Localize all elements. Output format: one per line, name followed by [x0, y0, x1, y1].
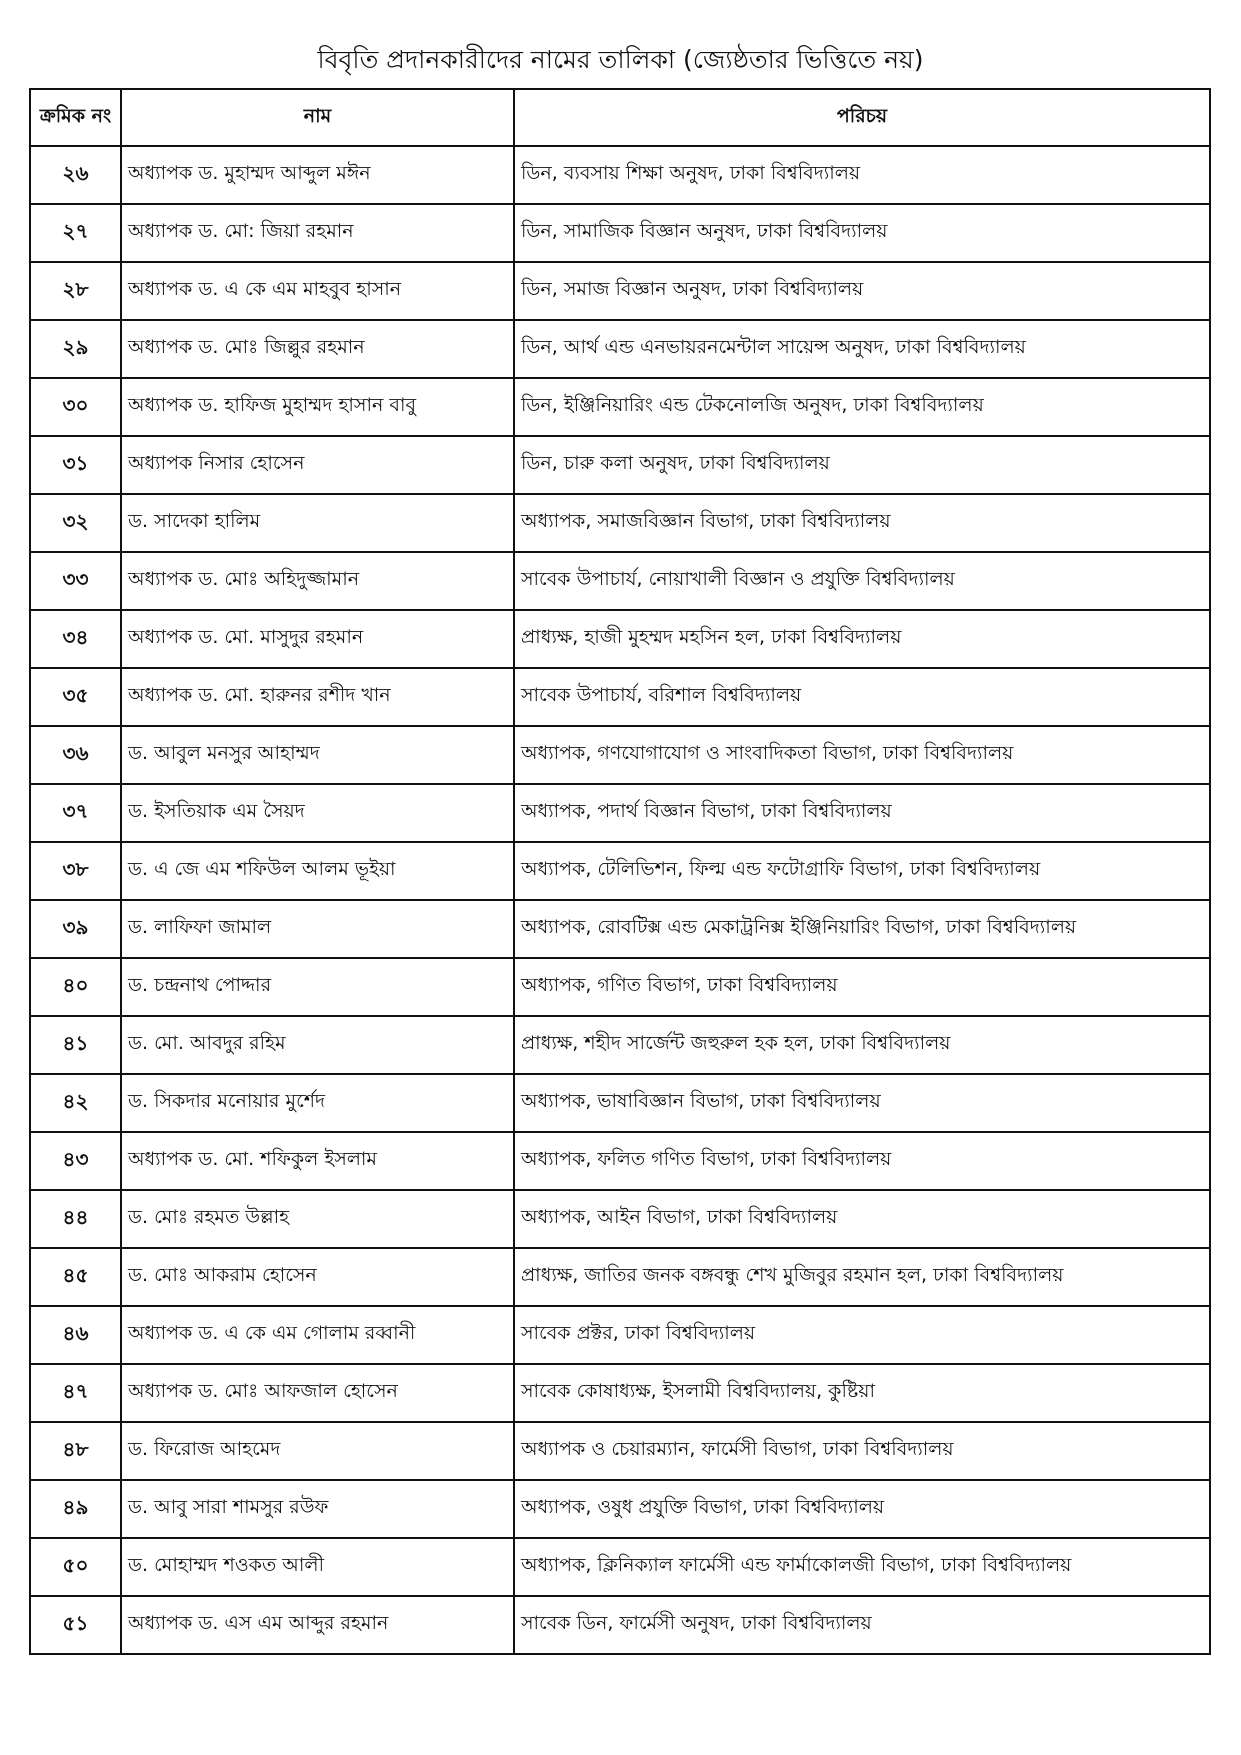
table-row: [30, 958, 1210, 1016]
name-cell: অধ্যাপক ড. হাফিজ মুহাম্মদ হাসান বাবু: [121, 378, 514, 436]
name-cell: ড. ইসতিয়াক এম সৈয়দ: [121, 784, 514, 842]
serial-number-cell: ৩৯: [30, 900, 121, 958]
table-row: [30, 1480, 1210, 1538]
introduction-cell: অধ্যাপক, ফলিত গণিত বিভাগ, ঢাকা বিশ্ববিদ্যালয়: [514, 1132, 1210, 1190]
name-cell: ড. লাফিফা জামাল: [121, 900, 514, 958]
name-cell: অধ্যাপক ড. এ কে এম মাহবুব হাসান: [121, 262, 514, 320]
signatories-table: [29, 88, 1211, 1655]
introduction-cell: ডিন, ইঞ্জিনিয়ারিং এন্ড টেকনোলজি অনুষদ, ঢাকা বিশ্ববিদ্যালয়: [514, 378, 1210, 436]
introduction-cell: অধ্যাপক, আইন বিভাগ, ঢাকা বিশ্ববিদ্যালয়: [514, 1190, 1210, 1248]
name-cell: ড. এ জে এম শফিউল আলম ভূইয়া: [121, 842, 514, 900]
table-row: [30, 1306, 1210, 1364]
serial-number-cell: ৩৮: [30, 842, 121, 900]
introduction-cell: সাবেক ডিন, ফার্মেসী অনুষদ, ঢাকা বিশ্ববিদ্যালয়: [514, 1596, 1210, 1654]
table-row: [30, 726, 1210, 784]
introduction-cell: ডিন, সমাজ বিজ্ঞান অনুষদ, ঢাকা বিশ্ববিদ্যালয়: [514, 262, 1210, 320]
serial-number-cell: ২৬: [30, 146, 121, 204]
introduction-cell: অধ্যাপক, পদার্থ বিজ্ঞান বিভাগ, ঢাকা বিশ্ববিদ্যালয়: [514, 784, 1210, 842]
table-row: [30, 842, 1210, 900]
serial-number-cell: ২৭: [30, 204, 121, 262]
table-body: [30, 146, 1210, 1654]
name-cell: অধ্যাপক ড. মোঃ আফজাল হোসেন: [121, 1364, 514, 1422]
table-row: [30, 204, 1210, 262]
table-row: [30, 1132, 1210, 1190]
serial-number-cell: ৪১: [30, 1016, 121, 1074]
introduction-cell: সাবেক উপাচার্য, নোয়াখালী বিজ্ঞান ও প্রযুক্তি বিশ্ববিদ্যালয়: [514, 552, 1210, 610]
name-cell: ড. আবু সারা শামসুর রউফ: [121, 1480, 514, 1538]
serial-number-cell: ৩৫: [30, 668, 121, 726]
serial-number-cell: ৪৪: [30, 1190, 121, 1248]
introduction-cell: অধ্যাপক, রোবটিক্স এন্ড মেকাট্রনিক্স ইঞ্জিনিয়ারিং বিভাগ, ঢাকা বিশ্ববিদ্যালয়: [514, 900, 1210, 958]
table-row: [30, 900, 1210, 958]
table-row: [30, 1596, 1210, 1654]
table-row: [30, 436, 1210, 494]
table-row: [30, 668, 1210, 726]
introduction-cell: অধ্যাপক, ভাষাবিজ্ঞান বিভাগ, ঢাকা বিশ্ববিদ্যালয়: [514, 1074, 1210, 1132]
name-cell: ড. মো. আবদুর রহিম: [121, 1016, 514, 1074]
serial-number-cell: ৩৩: [30, 552, 121, 610]
name-cell: ড. সিকদার মনোয়ার মুর্শেদ: [121, 1074, 514, 1132]
table-header-row: [30, 89, 1210, 146]
name-cell: ড. চন্দ্রনাথ পোদ্দার: [121, 958, 514, 1016]
introduction-cell: অধ্যাপক, সমাজবিজ্ঞান বিভাগ, ঢাকা বিশ্ববিদ্যালয়: [514, 494, 1210, 552]
introduction-cell: প্রাধ্যক্ষ, শহীদ সার্জেন্ট জহুরুল হক হল, ঢাকা বিশ্ববিদ্যালয়: [514, 1016, 1210, 1074]
introduction-cell: অধ্যাপক, ওষুধ প্রযুক্তি বিভাগ, ঢাকা বিশ্ববিদ্যালয়: [514, 1480, 1210, 1538]
name-cell: অধ্যাপক নিসার হোসেন: [121, 436, 514, 494]
table-row: [30, 494, 1210, 552]
introduction-cell: ডিন, ব্যবসায় শিক্ষা অনুষদ, ঢাকা বিশ্ববিদ্যালয়: [514, 146, 1210, 204]
name-cell: ড. মোহাম্মদ শওকত আলী: [121, 1538, 514, 1596]
name-cell: ড. মোঃ রহমত উল্লাহ: [121, 1190, 514, 1248]
table-row: [30, 1016, 1210, 1074]
table-row: [30, 262, 1210, 320]
introduction-cell: প্রাধ্যক্ষ, জাতির জনক বঙ্গবন্ধু শেখ মুজিবুর রহমান হল, ঢাকা বিশ্ববিদ্যালয়: [514, 1248, 1210, 1306]
introduction-cell: সাবেক কোষাধ্যক্ষ, ইসলামী বিশ্ববিদ্যালয়, কুষ্টিয়া: [514, 1364, 1210, 1422]
name-cell: ড. আবুল মনসুর আহাম্মদ: [121, 726, 514, 784]
table-row: [30, 1538, 1210, 1596]
serial-number-cell: ৪৮: [30, 1422, 121, 1480]
introduction-cell: সাবেক উপাচার্য, বরিশাল বিশ্ববিদ্যালয়: [514, 668, 1210, 726]
name-cell: ড. ফিরোজ আহমেদ: [121, 1422, 514, 1480]
table-row: [30, 552, 1210, 610]
serial-number-cell: ৪৬: [30, 1306, 121, 1364]
serial-number-cell: ৫০: [30, 1538, 121, 1596]
serial-number-cell: ৩২: [30, 494, 121, 552]
name-cell: অধ্যাপক ড. মো. শফিকুল ইসলাম: [121, 1132, 514, 1190]
serial-number-cell: ২৯: [30, 320, 121, 378]
serial-number-cell: ৩০: [30, 378, 121, 436]
page-title: বিবৃতি প্রদানকারীদের নামের তালিকা (জ্যেষ্ঠতার ভিত্তিতে নয়): [317, 45, 924, 74]
serial-number-cell: ৩৪: [30, 610, 121, 668]
introduction-cell: অধ্যাপক, গণিত বিভাগ, ঢাকা বিশ্ববিদ্যালয়: [514, 958, 1210, 1016]
serial-number-cell: ৪৭: [30, 1364, 121, 1422]
introduction-cell: অধ্যাপক, ক্লিনিক্যাল ফার্মেসী এন্ড ফার্মাকোলজী বিভাগ, ঢাকা বিশ্ববিদ্যালয়: [514, 1538, 1210, 1596]
introduction-cell: ডিন, আর্থ এন্ড এনভায়রনমেন্টাল সায়েন্স অনুষদ, ঢাকা বিশ্ববিদ্যালয়: [514, 320, 1210, 378]
name-cell: ড. মোঃ আকরাম হোসেন: [121, 1248, 514, 1306]
serial-number-cell: ৩৬: [30, 726, 121, 784]
name-cell: অধ্যাপক ড. মুহাম্মদ আব্দুল মঈন: [121, 146, 514, 204]
serial-number-cell: ৪০: [30, 958, 121, 1016]
introduction-cell: প্রাধ্যক্ষ, হাজী মুহম্মদ মহসিন হল, ঢাকা বিশ্ববিদ্যালয়: [514, 610, 1210, 668]
column-header-introduction: পরিচয়: [514, 89, 1210, 146]
name-cell: অধ্যাপক ড. মোঃ জিল্লুর রহমান: [121, 320, 514, 378]
serial-number-cell: ৪৩: [30, 1132, 121, 1190]
introduction-cell: ডিন, চারু কলা অনুষদ, ঢাকা বিশ্ববিদ্যালয়: [514, 436, 1210, 494]
serial-number-cell: ৩১: [30, 436, 121, 494]
table-row: [30, 146, 1210, 204]
column-header-serial: ক্রমিক নং: [30, 89, 121, 146]
name-cell: অধ্যাপক ড. এস এম আব্দুর রহমান: [121, 1596, 514, 1654]
name-cell: অধ্যাপক ড. মোঃ অহিদুজ্জামান: [121, 552, 514, 610]
name-cell: ড. সাদেকা হালিম: [121, 494, 514, 552]
serial-number-cell: ৪৯: [30, 1480, 121, 1538]
name-cell: অধ্যাপক ড. মো. মাসুদুর রহমান: [121, 610, 514, 668]
serial-number-cell: ৪৫: [30, 1248, 121, 1306]
column-header-name: নাম: [121, 89, 514, 146]
name-cell: অধ্যাপক ড. মো: জিয়া রহমান: [121, 204, 514, 262]
serial-number-cell: ৩৭: [30, 784, 121, 842]
table-row: [30, 1364, 1210, 1422]
table-row: [30, 784, 1210, 842]
introduction-cell: অধ্যাপক, গণযোগাযোগ ও সাংবাদিকতা বিভাগ, ঢাকা বিশ্ববিদ্যালয়: [514, 726, 1210, 784]
introduction-cell: ডিন, সামাজিক বিজ্ঞান অনুষদ, ঢাকা বিশ্ববিদ্যালয়: [514, 204, 1210, 262]
serial-number-cell: ২৮: [30, 262, 121, 320]
table-row: [30, 1422, 1210, 1480]
table-row: [30, 1190, 1210, 1248]
introduction-cell: অধ্যাপক, টেলিভিশন, ফিল্ম এন্ড ফটোগ্রাফি বিভাগ, ঢাকা বিশ্ববিদ্যালয়: [514, 842, 1210, 900]
introduction-cell: সাবেক প্রক্টর, ঢাকা বিশ্ববিদ্যালয়: [514, 1306, 1210, 1364]
introduction-cell: অধ্যাপক ও চেয়ারম্যান, ফার্মেসী বিভাগ, ঢাকা বিশ্ববিদ্যালয়: [514, 1422, 1210, 1480]
table-row: [30, 320, 1210, 378]
table-row: [30, 610, 1210, 668]
name-cell: অধ্যাপক ড. এ কে এম গোলাম রব্বানী: [121, 1306, 514, 1364]
table-row: [30, 1074, 1210, 1132]
serial-number-cell: ৪২: [30, 1074, 121, 1132]
table-row: [30, 378, 1210, 436]
name-cell: অধ্যাপক ড. মো. হারুনর রশীদ খান: [121, 668, 514, 726]
table-row: [30, 1248, 1210, 1306]
serial-number-cell: ৫১: [30, 1596, 121, 1654]
